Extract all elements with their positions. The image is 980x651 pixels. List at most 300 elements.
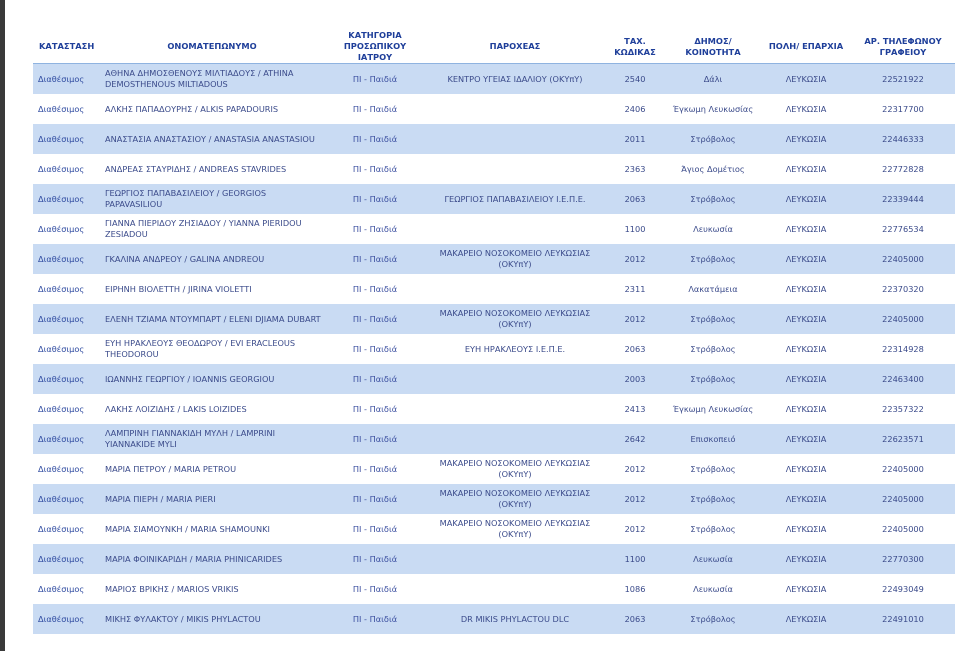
cell-category-text: ΠΙ - Παιδιά [352,103,398,114]
header-phone: ΑΡ. ΤΗΛΕΦΩΝΟΥ ΓΡΑΦΕΙΟΥ [851,30,955,64]
cell-status-text: Διαθέσιμος [38,433,85,444]
cell-name-text: ΓΚΑΛΙΝΑ ΑΝΔΡΕΟΥ / GALINA ANDREOU [105,253,265,264]
cell-postal-code-text: 2011 [624,133,646,144]
cell-municipality [665,604,761,634]
cell-status [33,514,99,544]
table-row [33,94,955,124]
cell-provider [425,424,605,454]
cell-name-text: ΓΙΑΝΝΑ ΠΙΕΡΙΔΟΥ ΖΗΣΙΑΔΟΥ / YIANNA PIERIDOU [105,218,302,228]
cell-provider-text: ΜΑΚΑΡΕΙΟ ΝΟΣΟΚΟΜΕΙΟ ΛΕΥΚΩΣΙΑΣ [439,518,591,528]
cell-name [99,334,325,364]
cell-category [325,304,425,334]
cell-postal-code [605,454,665,484]
cell-municipality [665,124,761,154]
cell-municipality [665,64,761,95]
cell-postal-code [605,64,665,95]
cell-district [761,484,851,514]
cell-phone [851,304,955,334]
cell-municipality [665,94,761,124]
cell-postal-code [605,214,665,244]
header-district: ΠΟΛΗ/ ΕΠΑΡΧΙΑ [761,30,851,64]
cell-name [99,214,325,244]
cell-status [33,274,99,304]
cell-postal-code-text: 2012 [624,493,646,504]
cell-postal-code-text: 1100 [624,223,646,234]
cell-name-text: THEODOROU [105,349,159,359]
cell-status [33,424,99,454]
cell-provider [425,484,605,514]
cell-provider [425,304,605,334]
cell-provider [425,334,605,364]
cell-phone-text: 22370320 [882,283,924,294]
cell-category-text: ΠΙ - Παιδιά [352,403,398,414]
cell-provider-text: (ΟΚΥπΥ) [498,259,532,269]
table-row [33,124,955,154]
cell-district [761,184,851,214]
cell-name-text: ΜΑΡΙΑ ΠΙΕΡΗ / MARIA PIERI [105,493,216,504]
cell-municipality [665,214,761,244]
cell-municipality [665,274,761,304]
cell-name [99,454,325,484]
cell-district [761,214,851,244]
cell-postal-code-text: 2642 [624,433,646,444]
table-row [33,244,955,274]
cell-category-text: ΠΙ - Παιδιά [352,133,398,144]
cell-category-text: ΠΙ - Παιδιά [352,523,398,534]
cell-status-text: Διαθέσιμος [38,253,85,264]
cell-municipality-text: Στρόβολος [690,373,736,384]
cell-name-text: YIANNAKIDE MYLI [105,439,177,449]
cell-name [99,604,325,634]
cell-municipality-text: Στρόβολος [690,133,736,144]
cell-status-text: Διαθέσιμος [38,313,85,324]
cell-phone-text: 22405000 [882,493,924,504]
cell-phone [851,544,955,574]
cell-postal-code [605,394,665,424]
cell-district [761,604,851,634]
cell-district-text: ΛΕΥΚΩΣΙΑ [785,283,827,294]
cell-phone-text: 22314928 [882,343,924,354]
cell-phone [851,124,955,154]
cell-status-text: Διαθέσιμος [38,493,85,504]
cell-district-text: ΛΕΥΚΩΣΙΑ [785,463,827,474]
cell-status [33,214,99,244]
cell-name-text: ΛΑΜΠΡΙΝΗ ΓΙΑΝΝΑΚΙΔΗ ΜΥΛΗ / LAMPRINI [105,428,276,438]
cell-postal-code-text: 2063 [624,343,646,354]
cell-phone-text: 22339444 [882,193,924,204]
cell-municipality-text: Άγιος Δομέτιος [681,163,745,174]
cell-district [761,364,851,394]
cell-municipality-text: Επισκοπειό [690,433,736,444]
cell-status [33,64,99,95]
cell-category-text: ΠΙ - Παιδιά [352,343,398,354]
cell-district-text: ΛΕΥΚΩΣΙΑ [785,583,827,594]
cell-status [33,574,99,604]
cell-name-text: ZESIADOU [105,229,148,239]
cell-status-text: Διαθέσιμος [38,523,85,534]
cell-municipality-text: Στρόβολος [690,193,736,204]
cell-name [99,424,325,454]
cell-provider-text: ΕΥΗ ΗΡΑΚΛΕΟΥΣ Ι.Ε.Π.Ε. [464,343,566,354]
cell-provider [425,94,605,124]
cell-municipality-text: Δάλι [703,73,723,84]
cell-district-text: ΛΕΥΚΩΣΙΑ [785,313,827,324]
cell-phone-text: 22772828 [882,163,924,174]
table-row [33,424,955,454]
cell-district [761,94,851,124]
cell-name-text: PAPAVASILIOU [105,199,163,209]
cell-municipality-text: Λευκωσία [693,553,733,564]
cell-postal-code [605,484,665,514]
cell-municipality-text: Στρόβολος [690,343,736,354]
cell-district [761,154,851,184]
cell-district [761,304,851,334]
cell-provider [425,214,605,244]
table-header-row [33,30,955,64]
cell-district [761,424,851,454]
cell-provider-text: ΜΑΚΑΡΕΙΟ ΝΟΣΟΚΟΜΕΙΟ ΛΕΥΚΩΣΙΑΣ [439,308,591,318]
cell-phone-text: 22405000 [882,463,924,474]
cell-municipality [665,514,761,544]
cell-postal-code-text: 2311 [624,283,646,294]
cell-phone-text: 22357322 [882,403,924,414]
cell-name [99,184,325,214]
cell-name [99,364,325,394]
table-row [33,304,955,334]
cell-provider-text: (ΟΚΥπΥ) [498,499,532,509]
cell-district-text: ΛΕΥΚΩΣΙΑ [785,493,827,504]
cell-postal-code [605,604,665,634]
cell-name [99,574,325,604]
cell-provider-text: ΚΕΝΤΡΟ ΥΓΕΙΑΣ ΙΔΑΛΙΟΥ (ΟΚΥπΥ) [447,73,583,84]
table-row [33,184,955,214]
cell-status-text: Διαθέσιμος [38,73,85,84]
cell-district-text: ΛΕΥΚΩΣΙΑ [785,133,827,144]
cell-phone-text: 22493049 [882,583,924,594]
cell-district-text: ΛΕΥΚΩΣΙΑ [785,163,827,174]
cell-municipality [665,184,761,214]
cell-provider-text: (ΟΚΥπΥ) [498,319,532,329]
cell-provider [425,544,605,574]
cell-status-text: Διαθέσιμος [38,283,85,294]
cell-category-text: ΠΙ - Παιδιά [352,283,398,294]
cell-municipality-text: Λακατάμεια [688,283,738,294]
header-status: ΚΑΤΑΣΤΑΣΗ [33,30,99,64]
cell-status-text: Διαθέσιμος [38,553,85,564]
cell-name-text: ΑΝΔΡΕΑΣ ΣΤΑΥΡΙΔΗΣ / ANDREAS STAVRIDES [105,163,287,174]
cell-phone [851,154,955,184]
cell-municipality [665,304,761,334]
cell-phone [851,334,955,364]
cell-category [325,484,425,514]
cell-district-text: ΛΕΥΚΩΣΙΑ [785,523,827,534]
cell-category [325,604,425,634]
cell-postal-code-text: 2540 [624,73,646,84]
cell-phone [851,424,955,454]
cell-category-text: ΠΙ - Παιδιά [352,613,398,624]
cell-status-text: Διαθέσιμος [38,163,85,174]
cell-provider [425,64,605,95]
cell-municipality-text: Λευκωσία [693,223,733,234]
cell-name-text: DEMOSTHENOUS MILTIADOUS [105,79,228,89]
cell-municipality [665,364,761,394]
cell-status [33,394,99,424]
table-row [33,604,955,634]
cell-municipality-text: Στρόβολος [690,523,736,534]
cell-provider-text: (ΟΚΥπΥ) [498,529,532,539]
cell-name-text: ΜΑΡΙΑ ΠΕΤΡΟΥ / MARIA PETROU [105,463,237,474]
cell-name [99,544,325,574]
cell-district-text: ΛΕΥΚΩΣΙΑ [785,343,827,354]
cell-status [33,604,99,634]
cell-phone [851,274,955,304]
cell-municipality [665,394,761,424]
cell-category-text: ΠΙ - Παιδιά [352,583,398,594]
cell-municipality-text: Στρόβολος [690,493,736,504]
cell-municipality-text: Στρόβολος [690,253,736,264]
cell-municipality [665,244,761,274]
cell-category [325,214,425,244]
cell-status [33,544,99,574]
cell-postal-code [605,244,665,274]
cell-status-text: Διαθέσιμος [38,583,85,594]
cell-provider-text: (ΟΚΥπΥ) [498,469,532,479]
cell-status [33,334,99,364]
header-name: ΟΝΟΜΑΤΕΠΩΝΥΜΟ [99,30,325,64]
table-row [33,574,955,604]
cell-district-text: ΛΕΥΚΩΣΙΑ [785,373,827,384]
cell-status [33,484,99,514]
cell-postal-code-text: 2012 [624,253,646,264]
cell-postal-code [605,124,665,154]
cell-municipality-text: Στρόβολος [690,313,736,324]
document-page[interactable] [5,0,980,651]
cell-category-text: ΠΙ - Παιδιά [352,493,398,504]
cell-name [99,304,325,334]
cell-postal-code [605,304,665,334]
cell-status-text: Διαθέσιμος [38,403,85,414]
cell-postal-code-text: 2406 [624,103,646,114]
cell-municipality [665,574,761,604]
cell-status-text: Διαθέσιμος [38,133,85,144]
cell-phone-text: 22770300 [882,553,924,564]
cell-category-text: ΠΙ - Παιδιά [352,313,398,324]
cell-status [33,454,99,484]
table-row [33,514,955,544]
cell-category [325,514,425,544]
cell-phone-text: 22405000 [882,253,924,264]
cell-provider [425,154,605,184]
cell-phone [851,214,955,244]
cell-phone [851,94,955,124]
cell-phone [851,64,955,95]
cell-municipality [665,154,761,184]
cell-status [33,94,99,124]
cell-category-text: ΠΙ - Παιδιά [352,433,398,444]
cell-provider [425,574,605,604]
cell-name-text: ΑΛΚΗΣ ΠΑΠΑΔΟΥΡΗΣ / ALKIS PAPADOURIS [105,103,279,114]
cell-district [761,514,851,544]
header-municipality: ΔΗΜΟΣ/ ΚΟΙΝΟΤΗΤΑ [665,30,761,64]
cell-name-text: ΜΑΡΙΑ ΦΟΙΝΙΚΑΡΙΔΗ / MARIA PHINICARIDES [105,553,283,564]
table-row [33,544,955,574]
cell-municipality [665,454,761,484]
cell-postal-code [605,574,665,604]
cell-postal-code-text: 1086 [624,583,646,594]
table-row [33,334,955,364]
cell-status-text: Διαθέσιμος [38,193,85,204]
cell-category-text: ΠΙ - Παιδιά [352,193,398,204]
cell-category-text: ΠΙ - Παιδιά [352,73,398,84]
cell-name-text: ΜΙΚΗΣ ΦΥΛΑΚΤΟΥ / MIKIS PHYLACTOU [105,613,261,624]
cell-municipality [665,424,761,454]
cell-postal-code-text: 2012 [624,313,646,324]
cell-category-text: ΠΙ - Παιδιά [352,223,398,234]
cell-category [325,154,425,184]
table-body [33,64,955,635]
cell-district-text: ΛΕΥΚΩΣΙΑ [785,223,827,234]
cell-phone [851,514,955,544]
cell-postal-code-text: 2012 [624,523,646,534]
cell-district [761,334,851,364]
cell-name [99,514,325,544]
cell-phone-text: 22623571 [882,433,924,444]
cell-category [325,424,425,454]
cell-postal-code [605,514,665,544]
cell-provider [425,454,605,484]
header-provider: ΠΑΡΟΧΕΑΣ [425,30,605,64]
cell-phone [851,184,955,214]
cell-category-text: ΠΙ - Παιδιά [352,373,398,384]
cell-category [325,274,425,304]
cell-category [325,334,425,364]
cell-phone-text: 22776534 [882,223,924,234]
table-row [33,214,955,244]
cell-status-text: Διαθέσιμος [38,613,85,624]
cell-category [325,364,425,394]
table-row [33,274,955,304]
cell-phone [851,394,955,424]
cell-category [325,574,425,604]
cell-phone-text: 22405000 [882,523,924,534]
cell-category [325,244,425,274]
cell-municipality [665,544,761,574]
cell-postal-code [605,364,665,394]
cell-name [99,484,325,514]
cell-name-text: ΕΙΡΗΝΗ ΒΙΟΛΕΤΤΗ / JIRINA VIOLETTI [105,283,252,294]
table-row [33,154,955,184]
cell-category [325,394,425,424]
cell-provider-text: ΜΑΚΑΡΕΙΟ ΝΟΣΟΚΟΜΕΙΟ ΛΕΥΚΩΣΙΑΣ [439,458,591,468]
table-row [33,484,955,514]
cell-municipality-text: Στρόβολος [690,613,736,624]
cell-category [325,544,425,574]
cell-phone-text: 22463400 [882,373,924,384]
cell-name-text: ΕΛΕΝΗ ΤΖΙΑΜΑ ΝΤΟΥΜΠΑΡΤ / ELENI DJIAMA DUBART [105,313,321,324]
cell-name [99,244,325,274]
cell-municipality-text: Λευκωσία [693,583,733,594]
header-category: ΚΑΤΗΓΟΡΙΑ ΠΡΟΣΩΠΙΚΟΥ ΙΑΤΡΟΥ [325,30,425,64]
cell-postal-code [605,424,665,454]
cell-category-text: ΠΙ - Παιδιά [352,163,398,174]
cell-district-text: ΛΕΥΚΩΣΙΑ [785,193,827,204]
cell-postal-code [605,154,665,184]
cell-district-text: ΛΕΥΚΩΣΙΑ [785,613,827,624]
cell-category [325,64,425,95]
cell-provider-text: ΜΑΚΑΡΕΙΟ ΝΟΣΟΚΟΜΕΙΟ ΛΕΥΚΩΣΙΑΣ [439,488,591,498]
cell-postal-code-text: 1100 [624,553,646,564]
cell-postal-code-text: 2413 [624,403,646,414]
cell-district-text: ΛΕΥΚΩΣΙΑ [785,253,827,264]
cell-phone [851,454,955,484]
cell-status [33,304,99,334]
cell-name [99,124,325,154]
cell-phone-text: 22446333 [882,133,924,144]
cell-name-text: ΛΑΚΗΣ ΛΟΙΖΙΔΗΣ / LAKIS LOIZIDES [105,403,247,414]
cell-phone [851,364,955,394]
cell-provider [425,274,605,304]
cell-postal-code [605,184,665,214]
cell-postal-code-text: 2003 [624,373,646,384]
cell-category [325,94,425,124]
cell-district-text: ΛΕΥΚΩΣΙΑ [785,433,827,444]
cell-provider [425,514,605,544]
cell-postal-code-text: 2063 [624,193,646,204]
cell-name-text: ΑΝΑΣΤΑΣΙΑ ΑΝΑΣΤΑΣΙΟΥ / ANASTASIA ANASTASIOU [105,133,315,144]
cell-status-text: Διαθέσιμος [38,463,85,474]
table-row [33,64,955,95]
cell-district-text: ΛΕΥΚΩΣΙΑ [785,553,827,564]
cell-postal-code [605,544,665,574]
header-postal-code: ΤΑΧ. ΚΩΔΙΚΑΣ [605,30,665,64]
cell-phone-text: 22491010 [882,613,924,624]
cell-provider [425,124,605,154]
cell-phone [851,244,955,274]
cell-provider-text: DR MIKIS PHYLACTOU DLC [460,613,570,624]
cell-postal-code [605,334,665,364]
cell-name-text: ΜΑΡΙΑ ΣΙΑΜΟΥΝΚΗ / MARIA SHAMOUNKI [105,523,270,534]
cell-provider [425,604,605,634]
cell-municipality-text: Έγκωμη Λευκωσίας [672,103,754,114]
cell-status [33,364,99,394]
cell-postal-code [605,94,665,124]
cell-status [33,154,99,184]
cell-name-text: ΕΥΗ ΗΡΑΚΛΕΟΥΣ ΘΕΟΔΩΡΟΥ / EVI ERACLEOUS [105,338,296,348]
cell-status-text: Διαθέσιμος [38,103,85,114]
cell-category [325,184,425,214]
cell-phone [851,604,955,634]
table-row [33,454,955,484]
cell-district [761,64,851,95]
cell-phone [851,574,955,604]
cell-district-text: ΛΕΥΚΩΣΙΑ [785,103,827,114]
cell-name [99,94,325,124]
cell-district [761,454,851,484]
cell-district [761,574,851,604]
cell-name-text: ΜΑΡΙΟΣ ΒΡΙΚΗΣ / MARIOS VRIKIS [105,583,239,594]
doctors-table [33,30,955,634]
cell-category-text: ΠΙ - Παιδιά [352,253,398,264]
cell-status-text: Διαθέσιμος [38,373,85,384]
cell-category-text: ΠΙ - Παιδιά [352,553,398,564]
cell-municipality-text: Έγκωμη Λευκωσίας [672,403,754,414]
cell-municipality [665,334,761,364]
cell-district [761,124,851,154]
cell-municipality [665,484,761,514]
cell-provider [425,364,605,394]
cell-phone-text: 22317700 [882,103,924,114]
cell-name-text: ΑΘΗΝΑ ΔΗΜΟΣΘΕΝΟΥΣ ΜΙΛΤΙΑΔΟΥΣ / ATHINA [105,68,294,78]
